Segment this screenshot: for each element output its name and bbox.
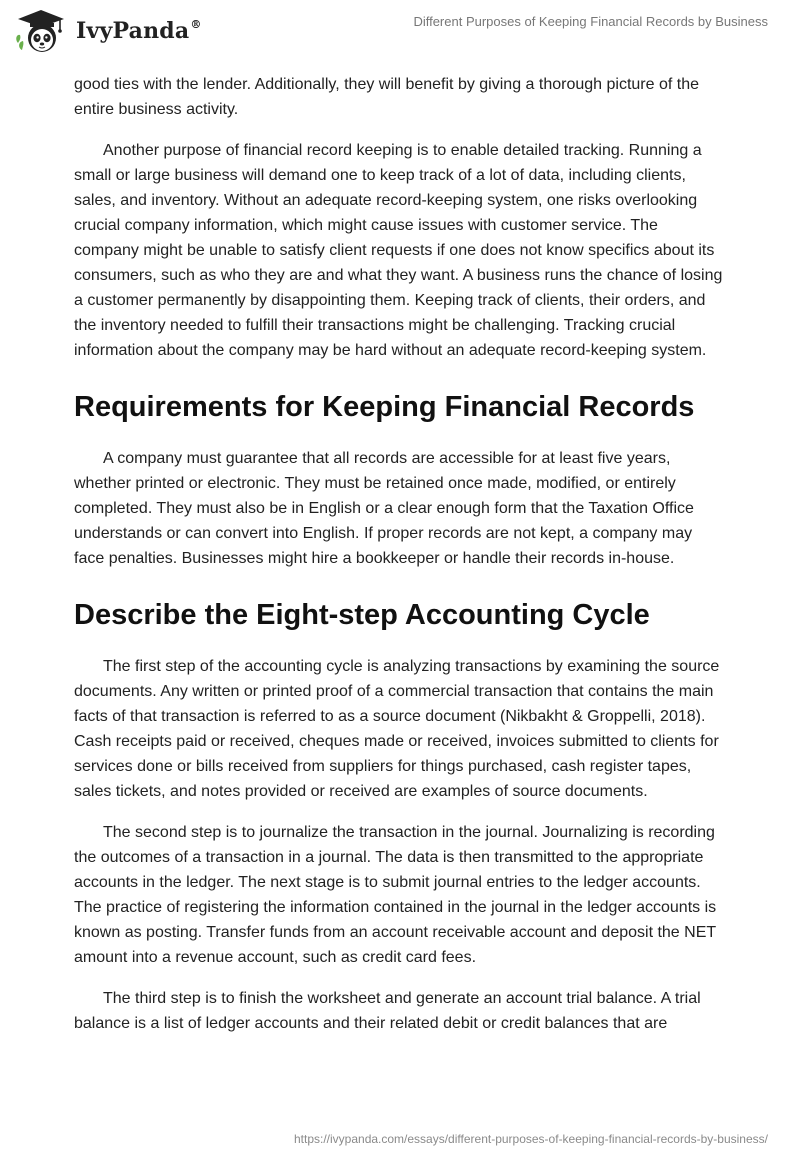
- brand-name: IvyPanda®: [76, 17, 202, 44]
- paragraph-step-three: The third step is to finish the worksheet and generate an account trial balance. A trial balance is a list of ledger accounts and their related debit or credit balances that are: [74, 990, 701, 1032]
- essay-content: [74, 72, 726, 1052]
- paragraph-tracking: Another purpose of financial record keeping is to enable detailed tracking. Running a small or large business will demand one to keep track of a lot of data, including clients, sales, and inventory. Without an adequate record-keeping system, one risks overlooking crucial company information, which might cause issues with customer service. The company might be unable to satisfy client requests if one does not know specifics about its consumers, such as who they are and what they want. A business runs the chance of losing a customer permanently by disappointing them. Keeping track of clients, their orders, and the inventory needed to fulfill their transactions might be challenging. Tracking crucial information about the company may be hard without an adequate record-keeping system.: [74, 142, 723, 359]
- paragraph-continued: good ties with the lender. Additionally, they will benefit by giving a thorough picture of the entire business activity.: [74, 76, 699, 118]
- section-heading-accounting-cycle: Describe the Eight-step Accounting Cycle: [74, 599, 650, 631]
- paragraph-step-two: The second step is to journalize the transaction in the journal. Journalizing is recording the outcomes of a transaction in a journal. The data is then transmitted to the appropriate accounts in the ledger. The next stage is to submit journal entries to the ledger accounts. The practice of registering the information contained in the journal in the ledger accounts is known as posting. Transfer funds from an account receivable account and deposit the NET amount into a revenue account, such as credit card fees.: [74, 824, 717, 966]
- brand-logo[interactable]: [14, 8, 202, 54]
- source-url[interactable]: https://ivypanda.com/essays/different-purposes-of-keeping-financial-records-by-business/: [293, 1132, 768, 1146]
- panda-graduate-logo-icon: [14, 8, 68, 54]
- page-header: [0, 0, 800, 62]
- document-title: Different Purposes of Keeping Financial Records by Business: [413, 14, 768, 29]
- paragraph-requirements: A company must guarantee that all records are accessible for at least five years, whether printed or electronic. They must be retained once made, modified, or entirely completed. They must also be in English or a clear enough form that the Taxation Office understands or can convert into English. If proper records are not kept, a company may face penalties. Businesses might hire a bookkeeper or handle their records in-house.: [74, 450, 694, 567]
- paragraph-step-one: The first step of the accounting cycle is analyzing transactions by examining the source documents. Any written or printed proof of a commercial transaction that contains the main facts of that transaction is referred to as a source document (Nikbakht & Groppelli, 2018). Cash receipts paid or received, cheques made or received, invoices submitted to clients for services done or bills received from suppliers for things purchased, cash register tapes, sales tickets, and notes provided or received are examples of source documents.: [74, 658, 720, 800]
- section-heading-requirements: Requirements for Keeping Financial Records: [74, 391, 695, 423]
